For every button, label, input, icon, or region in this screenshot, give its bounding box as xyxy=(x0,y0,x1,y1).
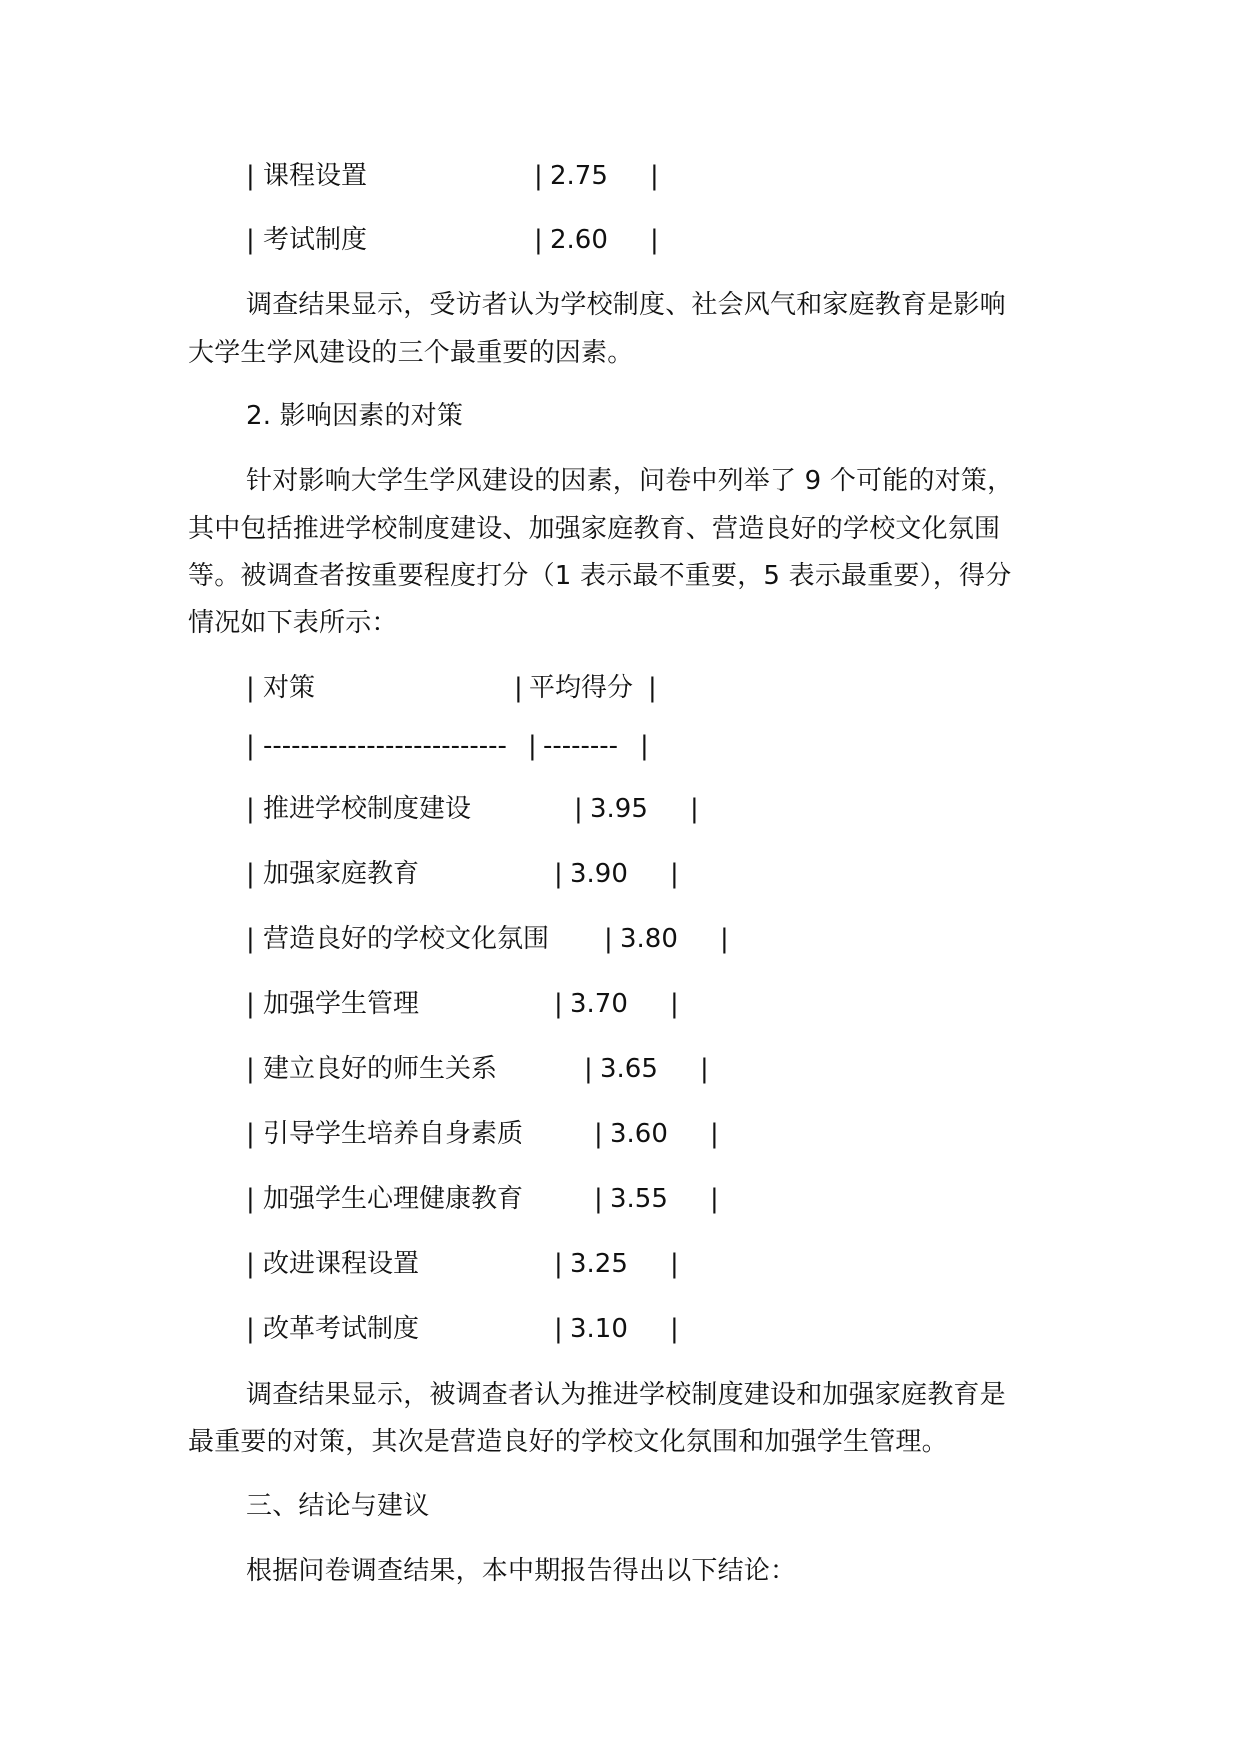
table-pipe: | xyxy=(246,859,255,889)
table-cell-item: 推进学校制度建设 xyxy=(263,794,472,824)
table-cell-item: 改进课程设置 xyxy=(263,1249,420,1279)
paragraph-line: 根据问卷调查结果，本中期报告得出以下结论： xyxy=(246,1556,797,1586)
table-pipe: | xyxy=(246,1314,255,1344)
table-separator-col2: -------- xyxy=(543,731,619,761)
table-pipe: | xyxy=(246,924,255,954)
table-pipe: | xyxy=(640,731,649,761)
table-pipe: | xyxy=(554,1314,563,1344)
table-pipe: | xyxy=(670,1314,679,1344)
paragraph-line: 调查结果显示，受访者认为学校制度、社会风气和家庭教育是影响 xyxy=(246,290,1006,320)
table-pipe: | xyxy=(650,225,659,255)
table-cell-score: 3.10 xyxy=(570,1314,628,1344)
table-header xyxy=(246,670,657,706)
table-cell-item: 考试制度 xyxy=(263,225,368,255)
table-cell-score: 3.65 xyxy=(600,1054,658,1084)
table-row xyxy=(246,222,659,258)
table-pipe: | xyxy=(670,1249,679,1279)
table-pipe: | xyxy=(670,989,679,1019)
table-pipe: | xyxy=(514,673,523,703)
table-pipe: | xyxy=(246,1184,255,1214)
table-pipe: | xyxy=(554,1249,563,1279)
table-pipe: | xyxy=(574,794,583,824)
table-pipe: | xyxy=(594,1119,603,1149)
table-pipe: | xyxy=(246,225,255,255)
table-separator xyxy=(246,728,649,764)
table-pipe: | xyxy=(246,673,255,703)
table-separator-col1: -------------------------- xyxy=(263,731,507,761)
table-pipe: | xyxy=(246,1054,255,1084)
table-cell-score: 3.55 xyxy=(610,1184,668,1214)
table-row xyxy=(246,1116,719,1152)
table-cell-item: 加强学生管理 xyxy=(263,989,420,1019)
table-cell-item: 课程设置 xyxy=(263,161,368,191)
table-pipe: | xyxy=(246,1249,255,1279)
table-pipe: | xyxy=(534,161,543,191)
table-pipe: | xyxy=(604,924,613,954)
table-pipe: | xyxy=(246,731,255,761)
table-cell-score: 3.95 xyxy=(590,794,648,824)
table-pipe: | xyxy=(246,989,255,1019)
table-pipe: | xyxy=(246,1119,255,1149)
table-cell-item: 加强家庭教育 xyxy=(263,859,420,889)
table-pipe: | xyxy=(710,1184,719,1214)
paragraph-line: 最重要的对策，其次是营造良好的学校文化氛围和加强学生管理。 xyxy=(188,1427,948,1457)
table-row xyxy=(246,986,679,1022)
table-pipe: | xyxy=(720,924,729,954)
table-header-col1: 对策 xyxy=(263,673,316,703)
paragraph-line: 针对影响大学生学风建设的因素，问卷中列举了 9 个可能的对策， xyxy=(246,466,1014,496)
table-cell-item: 建立良好的师生关系 xyxy=(263,1054,498,1084)
table-pipe: | xyxy=(554,989,563,1019)
table-pipe: | xyxy=(670,859,679,889)
table-pipe: | xyxy=(650,161,659,191)
table-pipe: | xyxy=(246,161,255,191)
table-cell-item: 加强学生心理健康教育 xyxy=(263,1184,524,1214)
table-cell-item: 引导学生培养自身素质 xyxy=(263,1119,524,1149)
table-row xyxy=(246,1181,719,1217)
table-cell-item: 营造良好的学校文化氛围 xyxy=(263,924,550,954)
table-cell-item: 改革考试制度 xyxy=(263,1314,420,1344)
table-cell-score: 3.25 xyxy=(570,1249,628,1279)
table-row xyxy=(246,1246,679,1282)
section-heading: 三、结论与建议 xyxy=(246,1491,430,1521)
table-header-col2: 平均得分 xyxy=(529,673,634,703)
table-pipe: | xyxy=(528,731,537,761)
paragraph-line: 等。被调查者按重要程度打分（1 表示最不重要，5 表示最重要），得分 xyxy=(188,561,1012,591)
table-cell-score: 3.70 xyxy=(570,989,628,1019)
table-cell-score: 3.80 xyxy=(620,924,678,954)
paragraph-line: 调查结果显示，被调查者认为推进学校制度建设和加强家庭教育是 xyxy=(246,1380,1006,1410)
table-cell-score: 2.75 xyxy=(550,161,608,191)
table-pipe: | xyxy=(594,1184,603,1214)
table-pipe: | xyxy=(534,225,543,255)
table-row xyxy=(246,856,679,892)
table-row xyxy=(246,1311,679,1347)
table-pipe: | xyxy=(648,673,657,703)
table-row xyxy=(246,921,729,957)
table-row xyxy=(246,158,659,194)
table-cell-score: 3.90 xyxy=(570,859,628,889)
table-pipe: | xyxy=(710,1119,719,1149)
section-heading: 2. 影响因素的对策 xyxy=(246,401,464,431)
table-pipe: | xyxy=(554,859,563,889)
paragraph-line: 其中包括推进学校制度建设、加强家庭教育、营造良好的学校文化氛围 xyxy=(188,514,1001,544)
table-cell-score: 3.60 xyxy=(610,1119,668,1149)
table-cell-score: 2.60 xyxy=(550,225,608,255)
paragraph-line: 情况如下表所示： xyxy=(188,608,398,638)
table-pipe: | xyxy=(246,794,255,824)
paragraph-line: 大学生学风建设的三个最重要的因素。 xyxy=(188,338,634,368)
table-pipe: | xyxy=(690,794,699,824)
table-pipe: | xyxy=(700,1054,709,1084)
table-pipe: | xyxy=(584,1054,593,1084)
table-row xyxy=(246,791,699,827)
table-row xyxy=(246,1051,709,1087)
